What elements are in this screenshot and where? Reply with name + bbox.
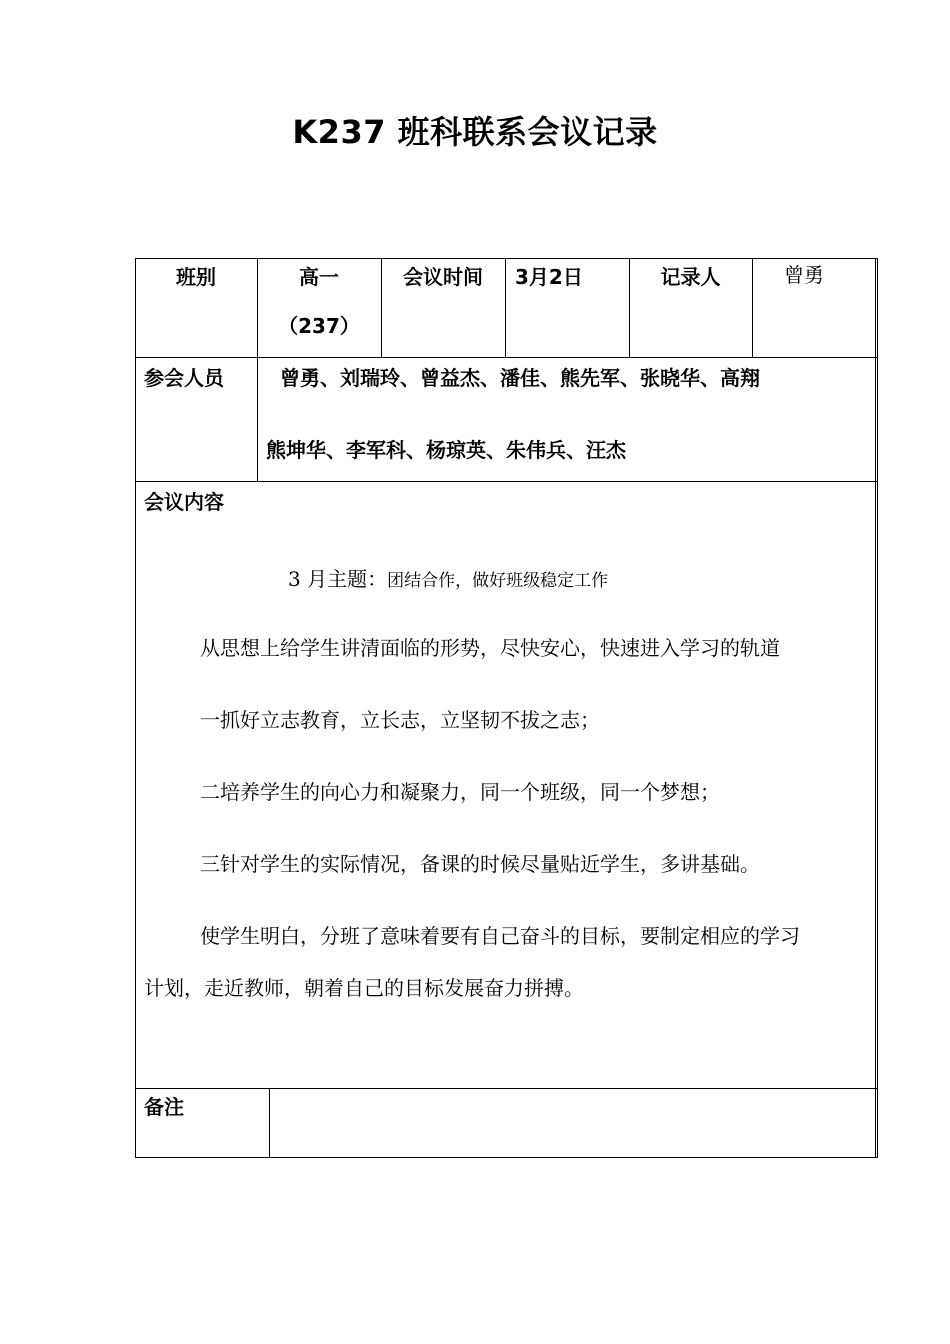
- content-paragraph-1: 从思想上给学生讲清面临的形势，尽快安心，快速进入学习的轨道: [200, 636, 780, 660]
- class-value-line1: 高一: [299, 265, 339, 289]
- meeting-record-table: [135, 258, 877, 1159]
- col-divider-1: [257, 258, 258, 482]
- row-divider-header: [135, 357, 877, 358]
- table-border-left: [135, 258, 136, 1158]
- row-divider-content: [135, 1088, 877, 1089]
- class-label: 班别: [176, 265, 216, 289]
- theme-prefix: 3 月主题：: [288, 567, 388, 591]
- theme-line: [288, 565, 608, 595]
- content-label: 会议内容: [144, 490, 224, 514]
- content-paragraph-4: 三针对学生的实际情况，备课的时候尽量贴近学生，多讲基础。: [200, 852, 760, 876]
- document-title: K237 班科联系会议记录: [292, 113, 658, 151]
- col-divider-3: [505, 258, 506, 358]
- col-divider-remarks: [269, 1088, 270, 1158]
- meeting-time-value: 3月2日: [515, 265, 583, 289]
- content-paragraph-2: 一抓好立志教育，立长志，立坚韧不拔之志；: [200, 708, 600, 732]
- recorder-label: 记录人: [660, 265, 721, 289]
- attendees-label: 参会人员: [144, 366, 224, 390]
- class-value-line2: （237）: [278, 314, 360, 338]
- row-divider-attendees: [135, 481, 877, 482]
- attendees-line1: 曾勇、刘瑞玲、曾益杰、潘佳、熊先军、张晓华、高翔: [280, 366, 760, 390]
- content-paragraph-6: 计划，走近教师，朝着自己的目标发展奋力拼搏。: [144, 976, 584, 1000]
- meeting-time-label: 会议时间: [403, 265, 483, 289]
- content-paragraph-5: 使学生明白，分班了意味着要有自己奋斗的目标，要制定相应的学习: [200, 924, 800, 948]
- theme-text: 团结合作，做好班级稳定工作: [387, 571, 609, 591]
- table-border-top: [135, 258, 877, 259]
- attendees-line2: 熊坤华、李军科、杨琼英、朱伟兵、汪杰: [266, 438, 626, 462]
- remarks-label: 备注: [144, 1095, 184, 1119]
- table-border-right-outer: [877, 258, 878, 1158]
- table-border-bottom: [135, 1157, 877, 1158]
- table-border-right: [875, 258, 876, 1158]
- content-paragraph-3: 二培养学生的向心力和凝聚力，同一个班级，同一个梦想；: [200, 780, 720, 804]
- recorder-value: 曾勇: [784, 263, 824, 287]
